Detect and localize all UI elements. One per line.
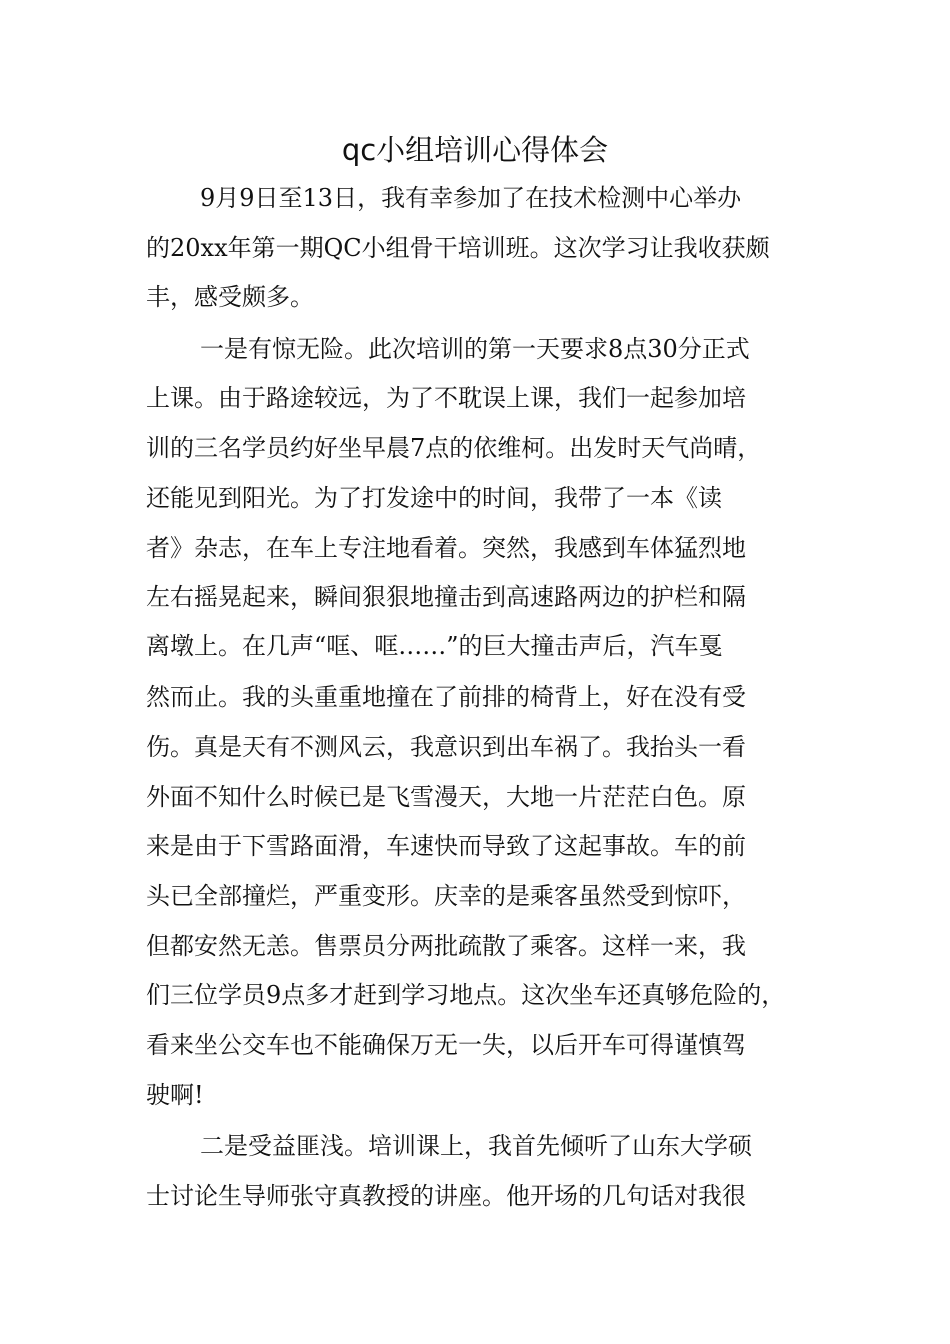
- paragraph-2-line-16: 驶啊!: [146, 1081, 204, 1109]
- paragraph-2-line-10: 外面不知什么时候已是飞雪漫天，大地一片茫茫白色。原: [146, 783, 746, 811]
- paragraph-1-line-1: 9月9日至13日，我有幸参加了在技术检测中心举办: [200, 184, 742, 212]
- paragraph-2-line-11: 来是由于下雪路面滑，车速快而导致了这起事故。车的前: [146, 832, 746, 860]
- paragraph-1-line-2: 的20xx年第一期QC小组骨干培训班。这次学习让我收获颇: [146, 234, 770, 262]
- paragraph-2-line-14: 们三位学员9点多才赶到学习地点。这次坐车还真够危险的，: [146, 981, 786, 1009]
- paragraph-2-line-15: 看来坐公交车也不能确保万无一失，以后开车可得谨慎驾: [146, 1031, 746, 1059]
- paragraph-3-line-2: 士讨论生导师张守真教授的讲座。他开场的几句话对我很: [146, 1182, 746, 1210]
- paragraph-2-line-1: 一是有惊无险。此次培训的第一天要求8点30分正式: [200, 335, 750, 363]
- paragraph-2-line-3: 训的三名学员约好坐早晨7点的依维柯。出发时天气尚晴，: [146, 434, 762, 462]
- paragraph-2-line-5: 者》杂志，在车上专注地看着。突然，我感到车体猛烈地: [146, 534, 746, 562]
- document-title: qc小组培训心得体会: [341, 133, 609, 167]
- paragraph-1-line-3: 丰，感受颇多。: [146, 283, 314, 311]
- paragraph-2-line-6: 左右摇晃起来，瞬间狠狠地撞击到高速路两边的护栏和隔: [146, 583, 746, 611]
- paragraph-2-line-4: 还能见到阳光。为了打发途中的时间，我带了一本《读: [146, 484, 722, 512]
- paragraph-2-line-12: 头已全部撞烂，严重变形。庆幸的是乘客虽然受到惊吓，: [146, 882, 746, 910]
- paragraph-2-line-2: 上课。由于路途较远，为了不耽误上课，我们一起参加培: [146, 384, 746, 412]
- paragraph-3-line-1: 二是受益匪浅。培训课上，我首先倾听了山东大学硕: [200, 1132, 752, 1160]
- paragraph-2-line-9: 伤。真是天有不测风云，我意识到出车祸了。我抬头一看: [146, 733, 746, 761]
- paragraph-2-line-8: 然而止。我的头重重地撞在了前排的椅背上，好在没有受: [146, 683, 746, 711]
- paragraph-2-line-13: 但都安然无恙。售票员分两批疏散了乘客。这样一来，我: [146, 932, 746, 960]
- paragraph-2-line-7: 离墩上。在几声“哐、哐……”的巨大撞击声后，汽车戛: [146, 632, 723, 660]
